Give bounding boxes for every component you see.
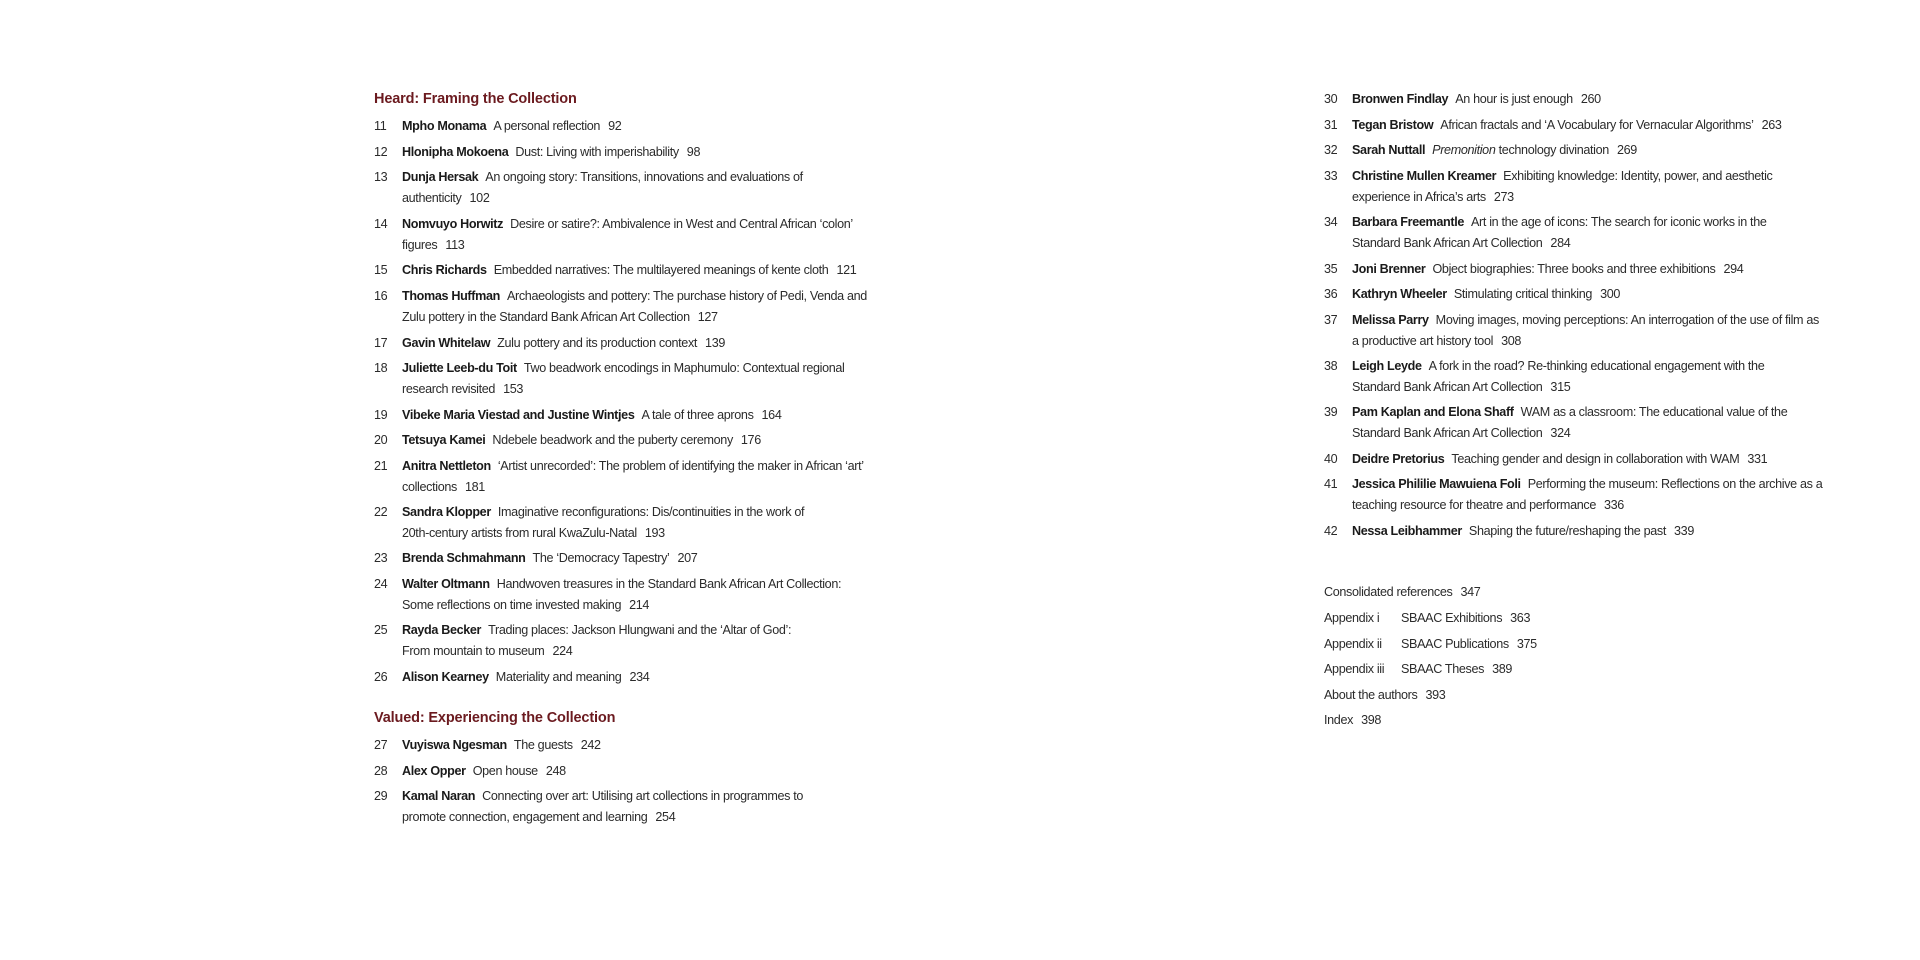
chapter-title-cont: teaching resource for theatre and performance [1352, 498, 1596, 512]
page-number: 214 [629, 598, 650, 612]
toc-entry[interactable] [374, 260, 894, 281]
chapter-number: 11 [374, 119, 387, 133]
chapter-number: 20 [374, 433, 388, 447]
author: Nomvuyo Horwitz [402, 217, 504, 231]
chapter-number: 35 [1324, 262, 1338, 276]
chapter-title: ‘Artist unrecorded’: The problem of identifying the maker in African ‘art’ [497, 459, 864, 473]
page-number: 284 [1550, 236, 1571, 250]
page-number: 263 [1761, 118, 1782, 132]
chapter-title-italic: Premonition [1432, 143, 1496, 157]
page-number: 102 [469, 191, 490, 205]
chapter-title-cont: Standard Bank African Art Collection [1352, 236, 1543, 250]
chapter-title: Moving images, moving perceptions: An interrogation of the use of film as [1435, 313, 1819, 327]
toc-entry[interactable] [1324, 166, 1844, 208]
page-number: 234 [629, 670, 650, 684]
page-number: 347 [1460, 585, 1481, 599]
chapter-title: An ongoing story: Transitions, innovations and evaluations of [485, 170, 803, 184]
chapter-title: A fork in the road? Re-thinking educational engagement with the [1428, 359, 1765, 373]
page-number: 273 [1493, 190, 1514, 204]
backmatter-label: Consolidated references [1324, 585, 1453, 599]
chapter-number: 22 [374, 505, 388, 519]
chapter-number: 14 [374, 217, 388, 231]
author: Joni Brenner [1352, 262, 1426, 276]
toc-entry[interactable] [1324, 140, 1844, 161]
toc-entry[interactable] [1324, 521, 1844, 542]
chapter-title-cont: Standard Bank African Art Collection [1352, 380, 1543, 394]
chapter-number: 33 [1324, 169, 1338, 183]
chapter-number: 42 [1324, 524, 1338, 538]
toc-entry[interactable] [1324, 356, 1844, 398]
page-number: 193 [644, 526, 665, 540]
page-number: 207 [677, 551, 698, 565]
author: Vibeke Maria Viestad and Justine Wintjes [402, 408, 635, 422]
author: Pam Kaplan and Elona Shaff [1352, 405, 1514, 419]
chapter-title: Materiality and meaning [495, 670, 622, 684]
chapter-title-cont: a productive art history tool [1352, 334, 1494, 348]
page-number: 331 [1747, 452, 1768, 466]
page-number: 254 [655, 810, 676, 824]
page-number: 98 [686, 145, 701, 159]
toc-entry[interactable] [1324, 115, 1844, 136]
page-number: 315 [1550, 380, 1571, 394]
page-number: 393 [1425, 688, 1446, 702]
section-heading-valued: Valued: Experiencing the Collection [374, 710, 616, 726]
author: Dunja Hersak [402, 170, 479, 184]
chapter-number: 34 [1324, 215, 1338, 229]
author: Nessa Leibhammer [1352, 524, 1462, 538]
page-number: 164 [761, 408, 782, 422]
backmatter-label: Appendix i [1324, 611, 1380, 625]
chapter-number: 23 [374, 551, 388, 565]
chapter-title: Dust: Living with imperishability [515, 145, 679, 159]
backmatter-item[interactable] [1324, 585, 1480, 599]
backmatter-label: Appendix iii [1324, 662, 1385, 676]
author: Sarah Nuttall [1352, 143, 1426, 157]
chapter-title-cont: Some reflections on time invested making [402, 598, 622, 612]
chapter-title: Ndebele beadwork and the puberty ceremony [492, 433, 733, 447]
author: Christine Mullen Kreamer [1352, 169, 1497, 183]
backmatter-label: Appendix ii [1324, 637, 1382, 651]
chapter-title: An hour is just enough [1455, 92, 1573, 106]
toc-entry[interactable] [374, 574, 894, 616]
author: Kamal Naran [402, 789, 476, 803]
page-number: 92 [608, 119, 622, 133]
author: Rayda Becker [402, 623, 482, 637]
page-number: 375 [1516, 637, 1537, 651]
page-number: 324 [1550, 426, 1571, 440]
toc-entry[interactable] [374, 502, 894, 544]
page-number: 294 [1723, 262, 1744, 276]
toc-entry[interactable] [374, 456, 894, 498]
author: Deidre Pretorius [1352, 452, 1445, 466]
chapter-title-cont: authenticity [402, 191, 462, 205]
author: Chris Richards [402, 263, 487, 277]
chapter-title: Shaping the future/reshaping the past [1468, 524, 1667, 538]
chapter-number: 41 [1324, 477, 1338, 491]
author: Barbara Freemantle [1352, 215, 1464, 229]
toc-entry[interactable] [1324, 310, 1844, 352]
chapter-title-cont: Zulu pottery in the Standard Bank African Art Collection [402, 310, 690, 324]
chapter-title: Trading places: Jackson Hlungwani and the ‘Altar of God’: [488, 623, 792, 637]
author: Sandra Klopper [402, 505, 491, 519]
chapter-title-cont: figures [402, 238, 438, 252]
toc-entry[interactable] [374, 786, 894, 828]
chapter-title-cont: Standard Bank African Art Collection [1352, 426, 1543, 440]
chapter-title: A tale of three aprons [641, 408, 754, 422]
page-number: 363 [1510, 611, 1531, 625]
chapter-number: 29 [374, 789, 388, 803]
chapter-number: 17 [374, 336, 388, 350]
toc-entry[interactable] [1324, 259, 1844, 280]
chapter-title: Object biographies: Three books and three exhibitions [1432, 262, 1716, 276]
toc-entry[interactable] [1324, 474, 1844, 516]
toc-entry[interactable] [1324, 212, 1844, 254]
chapter-title-cont: research revisited [402, 382, 496, 396]
chapter-number: 31 [1324, 118, 1338, 132]
chapter-title: Embedded narratives: The multilayered meanings of kente cloth [493, 263, 829, 277]
chapter-title: Stimulating critical thinking [1453, 287, 1593, 301]
chapter-title-cont: 20th-century artists from rural KwaZulu-Natal [402, 526, 637, 540]
toc-entry[interactable] [374, 358, 894, 400]
chapter-number: 32 [1324, 143, 1338, 157]
author: Mpho Monama [402, 119, 487, 133]
toc-entry[interactable] [374, 735, 894, 756]
chapter-title: Desire or satire?: Ambivalence in West and Central African ‘colon’ [510, 217, 853, 231]
chapter-number: 39 [1324, 405, 1338, 419]
chapter-number: 21 [374, 459, 388, 473]
chapter-number: 36 [1324, 287, 1338, 301]
toc-entry[interactable] [1324, 89, 1844, 110]
backmatter-item[interactable] [1324, 688, 1445, 702]
chapter-number: 24 [374, 577, 388, 591]
page-number: 113 [445, 238, 465, 252]
chapter-title-cont: promote connection, engagement and learning [402, 810, 648, 824]
page-number: 389 [1492, 662, 1513, 676]
chapter-number: 40 [1324, 452, 1338, 466]
page-number: 121 [836, 263, 857, 277]
page-number: 153 [503, 382, 524, 396]
backmatter-label: About the authors [1324, 688, 1418, 702]
chapter-number: 16 [374, 289, 388, 303]
page-number: 176 [740, 433, 761, 447]
page-number: 127 [697, 310, 718, 324]
toc-entry[interactable] [374, 286, 894, 328]
toc-entry[interactable] [374, 333, 894, 354]
page-number: 398 [1361, 713, 1382, 727]
backmatter-label: Index [1324, 713, 1354, 727]
chapter-number: 26 [374, 670, 388, 684]
chapter-number: 25 [374, 623, 388, 637]
toc-entry[interactable] [374, 761, 894, 782]
author: Alison Kearney [402, 670, 489, 684]
chapter-title-cont: From mountain to museum [402, 644, 545, 658]
chapter-title: A personal reflection [493, 119, 601, 133]
author: Gavin Whitelaw [402, 336, 491, 350]
page-number: 224 [552, 644, 573, 658]
page-number: 308 [1501, 334, 1522, 348]
chapter-title: Handwoven treasures in the Standard Bank African Art Collection: [496, 577, 842, 591]
section-heading-heard: Heard: Framing the Collection [374, 91, 577, 107]
chapter-title-cont: collections [402, 480, 457, 494]
chapter-title: Zulu pottery and its production context [497, 336, 698, 350]
author: Tegan Bristow [1352, 118, 1434, 132]
author: Juliette Leeb-du Toit [402, 361, 517, 375]
toc-entry[interactable] [374, 405, 894, 426]
chapter-title: Two beadwork encodings in Maphumulo: Contextual regional [523, 361, 845, 375]
page-number: 248 [545, 764, 566, 778]
page-number: 269 [1616, 143, 1637, 157]
page-number: 242 [580, 738, 601, 752]
backmatter-item[interactable] [1324, 637, 1537, 651]
chapter-title: Teaching gender and design in collaboration with WAM [1451, 452, 1740, 466]
chapter-title: Imaginative reconfigurations: Dis/continuities in the work of [497, 505, 805, 519]
chapter-title: The ‘Democracy Tapestry’ [532, 551, 670, 565]
page-number: 300 [1600, 287, 1621, 301]
author: Alex Opper [402, 764, 466, 778]
page-number: 139 [705, 336, 726, 350]
chapter-number: 37 [1324, 313, 1338, 327]
toc-entry[interactable] [1324, 284, 1844, 305]
toc-entry[interactable] [374, 142, 894, 163]
toc-entry[interactable] [1324, 449, 1844, 470]
page-number: 181 [464, 480, 485, 494]
toc-entry[interactable] [374, 620, 894, 662]
author: Tetsuya Kamei [402, 433, 486, 447]
author: Anitra Nettleton [402, 459, 491, 473]
backmatter-title: SBAAC Publications [1401, 637, 1509, 651]
chapter-title-cont: experience in Africa’s arts [1352, 190, 1486, 204]
chapter-number: 38 [1324, 359, 1338, 373]
author: Jessica Phililie Mawuiena Foli [1352, 477, 1521, 491]
chapter-number: 15 [374, 263, 388, 277]
chapter-number: 19 [374, 408, 388, 422]
chapter-title: African fractals and ‘A Vocabulary for Vernacular Algorithms’ [1440, 118, 1754, 132]
backmatter-item[interactable] [1324, 662, 1512, 676]
toc-entry[interactable] [374, 548, 894, 569]
author: Brenda Schmahmann [402, 551, 526, 565]
page-number: 339 [1674, 524, 1694, 538]
chapter-number: 13 [374, 170, 388, 184]
author: Walter Oltmann [402, 577, 490, 591]
chapter-title: WAM as a classroom: The educational value of the [1520, 405, 1788, 419]
chapter-title: Archaeologists and pottery: The purchase history of Pedi, Venda and [506, 289, 867, 303]
backmatter-item[interactable] [1324, 611, 1530, 625]
toc-entry[interactable] [374, 667, 894, 688]
author: Thomas Huffman [402, 289, 500, 303]
chapter-number: 12 [374, 145, 388, 159]
page-number: 336 [1603, 498, 1624, 512]
toc-entry[interactable] [1324, 402, 1844, 444]
chapter-title: Open house [472, 764, 538, 778]
chapter-title: technology divination [1498, 143, 1609, 157]
author: Kathryn Wheeler [1352, 287, 1447, 301]
backmatter-title: SBAAC Theses [1401, 662, 1485, 676]
author: Leigh Leyde [1352, 359, 1422, 373]
chapter-number: 28 [374, 764, 388, 778]
chapter-title: Performing the museum: Reflections on the archive as a [1527, 477, 1823, 491]
toc-entry[interactable] [374, 167, 894, 209]
chapter-number: 27 [374, 738, 388, 752]
author: Melissa Parry [1352, 313, 1429, 327]
chapter-number: 18 [374, 361, 388, 375]
toc-entry[interactable] [374, 430, 894, 451]
toc-entry[interactable] [374, 116, 894, 137]
page-number: 260 [1580, 92, 1601, 106]
author: Hlonipha Mokoena [402, 145, 509, 159]
author: Vuyiswa Ngesman [402, 738, 507, 752]
chapter-number: 30 [1324, 92, 1338, 106]
author: Bronwen Findlay [1352, 92, 1449, 106]
chapter-title: Connecting over art: Utilising art collections in programmes to [482, 789, 804, 803]
chapter-title: The guests [513, 738, 573, 752]
backmatter-item[interactable] [1324, 713, 1381, 727]
toc-entry[interactable] [374, 214, 894, 256]
backmatter-title: SBAAC Exhibitions [1401, 611, 1503, 625]
chapter-title: Art in the age of icons: The search for iconic works in the [1471, 215, 1767, 229]
chapter-title: Exhibiting knowledge: Identity, power, and aesthetic [1503, 169, 1773, 183]
